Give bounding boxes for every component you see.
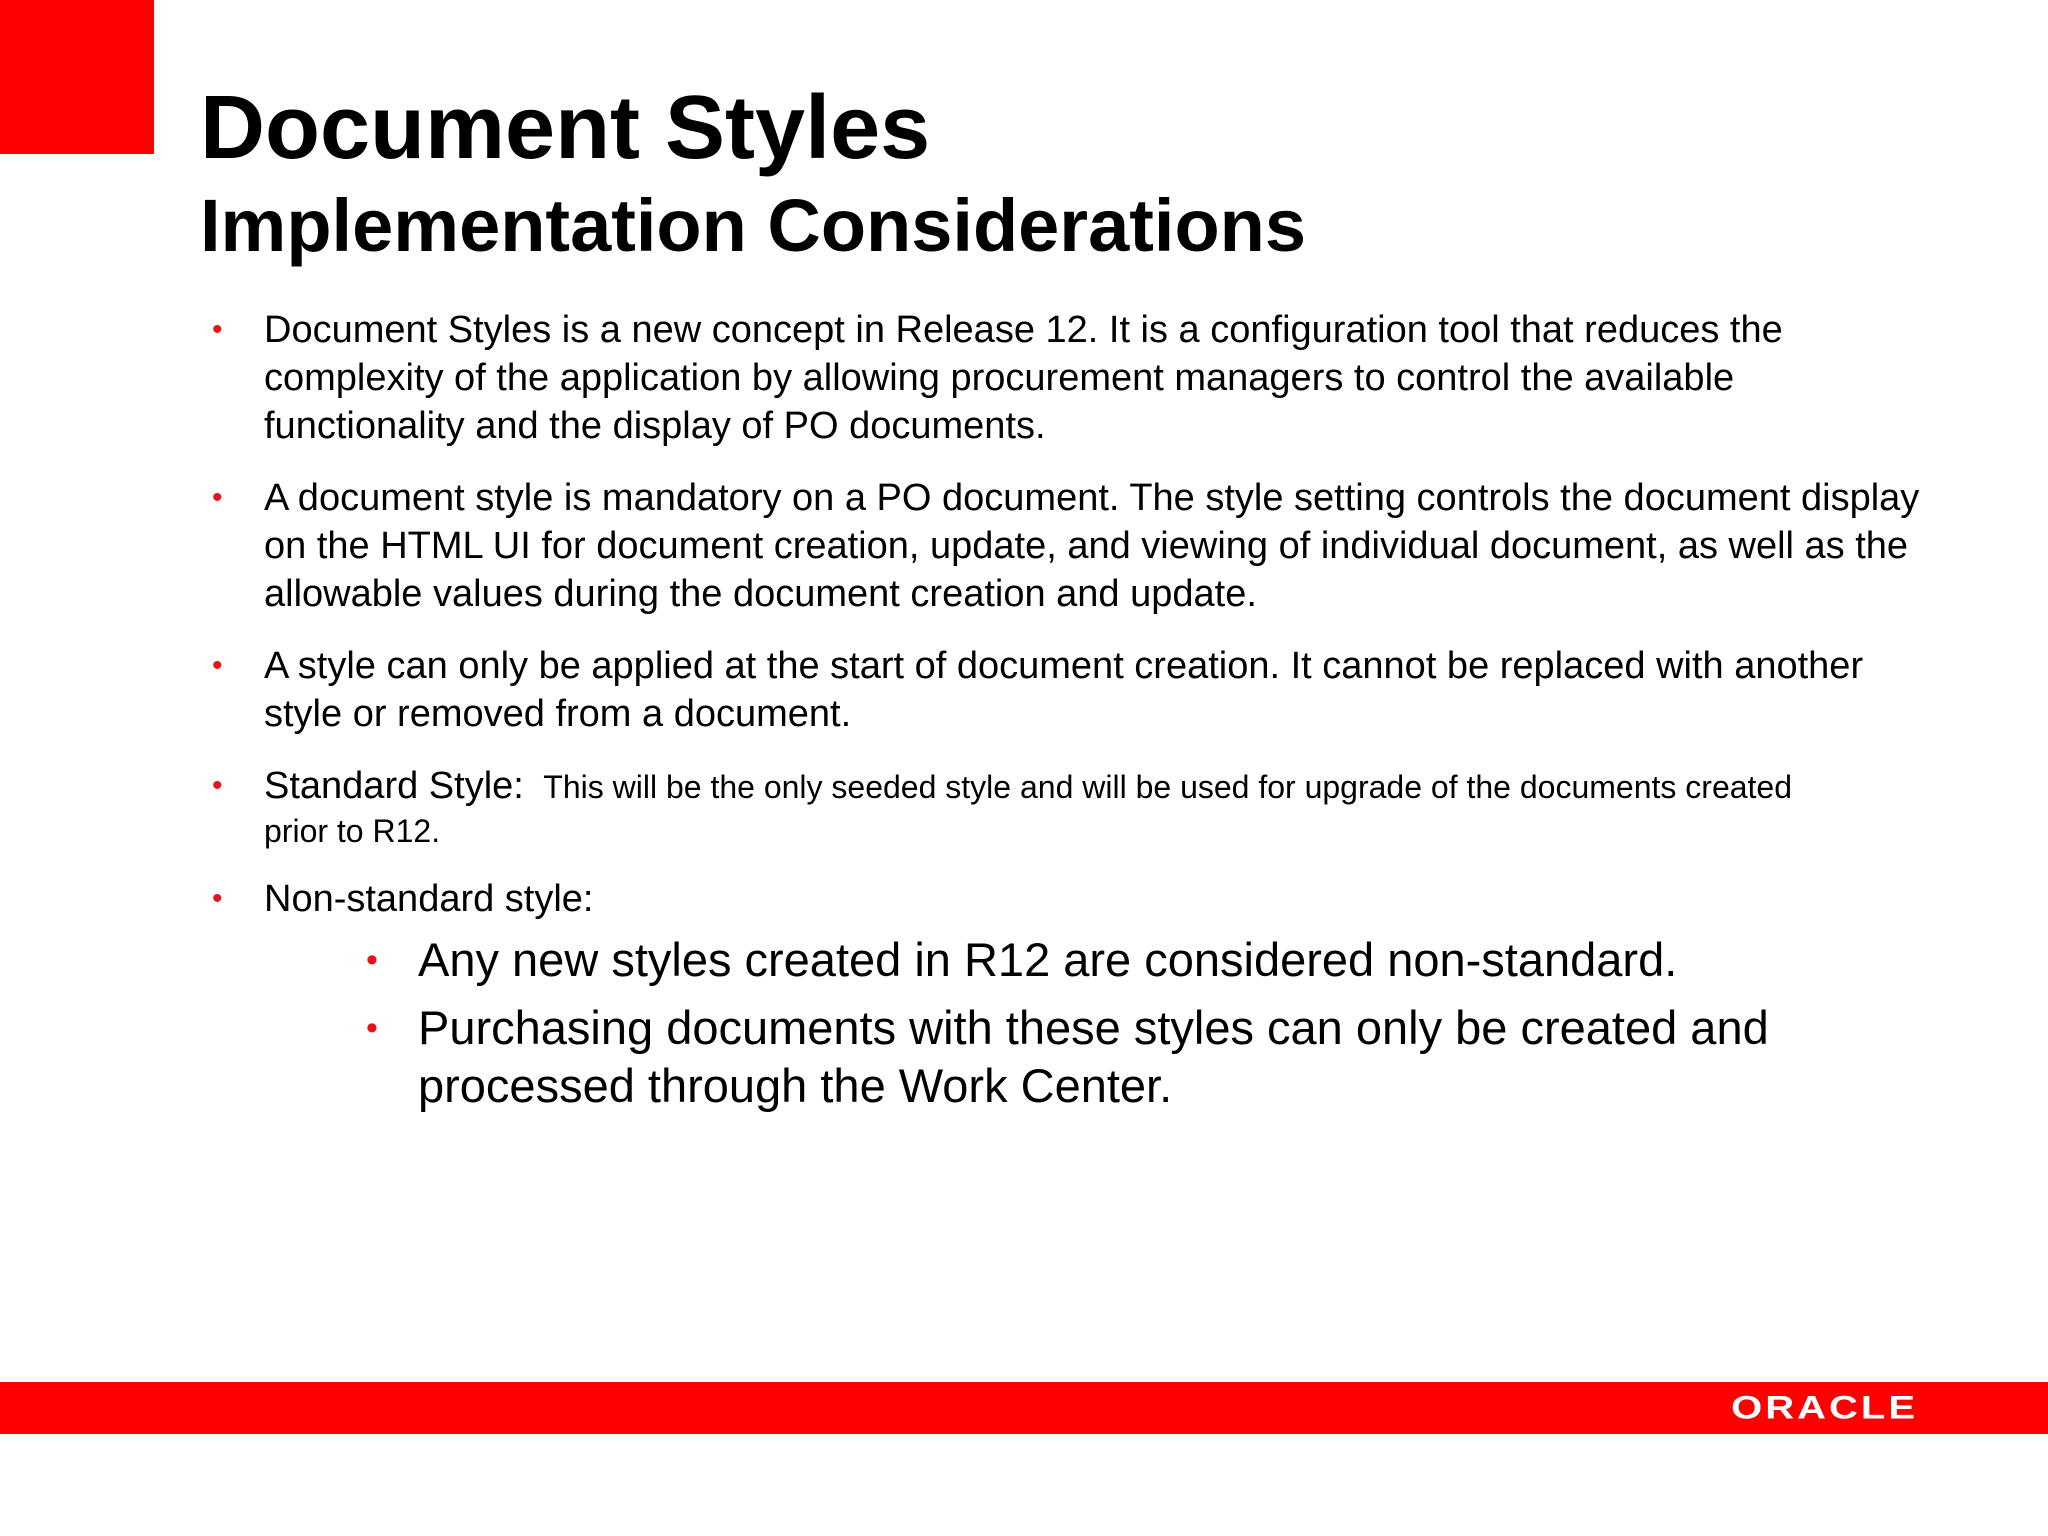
bullet-icon: • [366, 941, 378, 979]
non-standard-style-label: Non-standard style: [264, 878, 594, 920]
bullet-icon: • [212, 769, 223, 802]
standard-style-label: Standard Style: [264, 765, 524, 807]
bullet-icon: • [212, 481, 223, 514]
bullet-item-non-standard-style [210, 875, 1930, 1115]
bullet-icon: • [366, 1009, 378, 1047]
bullet-item-standard-style [210, 762, 1930, 851]
sub-bullet-text: Purchasing documents with these styles can only be created and processed through the Work Center. [418, 1001, 1769, 1112]
bullet-item [210, 306, 1930, 450]
standard-style-text-line2: prior to R12. [264, 813, 441, 849]
bullet-icon: • [212, 882, 223, 915]
standard-style-text-line1: This will be the only seeded style and will be used for upgrade of the documents created [543, 769, 1793, 805]
standard-style-text [534, 769, 1792, 805]
bullet-icon: • [212, 313, 223, 346]
corner-accent-block [0, 0, 154, 154]
bullet-item [210, 642, 1930, 738]
bullet-text: Document Styles is a new concept in Release 12. It is a configuration tool that reduces the complexity of the application by allowing procurement managers to control the available functionality and the display of PO documents. [264, 309, 1783, 447]
bullet-list [210, 306, 1930, 1139]
slide-title: Document Styles [200, 78, 931, 178]
bullet-icon: • [212, 649, 223, 682]
bullet-text: A document style is mandatory on a PO document. The style setting controls the document display on the HTML UI for document creation, update, and viewing of individual document, as well as the allowable values during the document creation and update. [264, 477, 1920, 615]
oracle-logo: ORACLE [1731, 1390, 1918, 1426]
slide-subtitle: Implementation Considerations [200, 184, 1307, 267]
sub-bullet-item [364, 931, 1930, 989]
sub-bullet-list [264, 931, 1930, 1115]
sub-bullet-item [364, 999, 1930, 1115]
bullet-text: A style can only be applied at the start of document creation. It cannot be replaced with another style or removed from a document. [264, 645, 1864, 735]
sub-bullet-text: Any new styles created in R12 are considered non-standard. [418, 933, 1678, 986]
bullet-item [210, 474, 1930, 618]
